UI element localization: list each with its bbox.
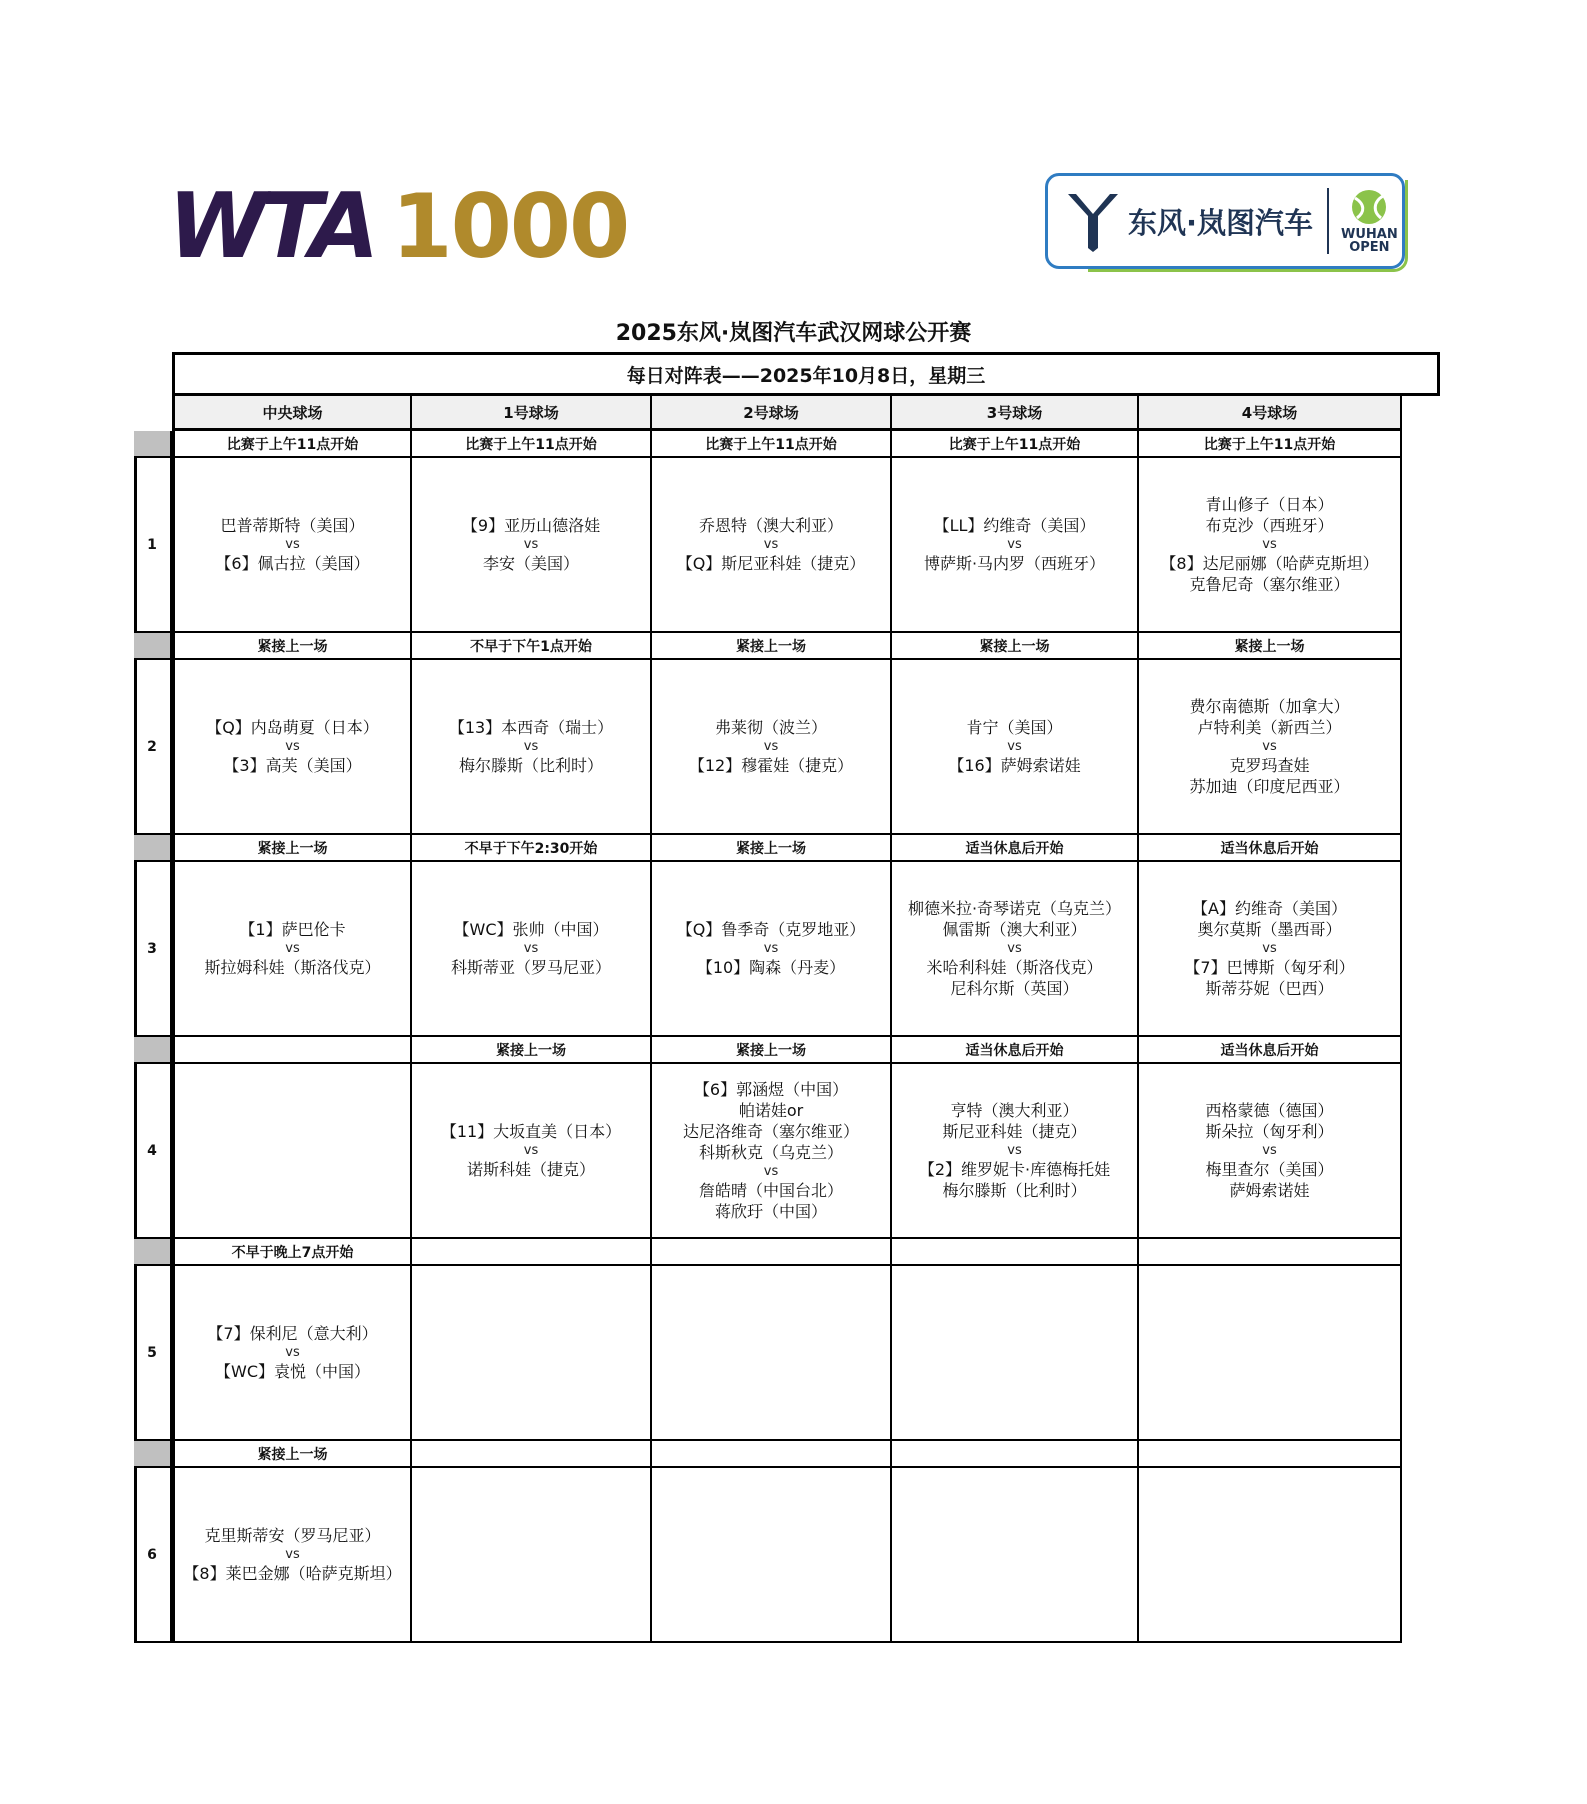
match-cell (1139, 862, 1402, 1037)
player-name: 克鲁尼奇（塞尔维亚） (1189, 575, 1350, 594)
match-cell (1139, 1468, 1402, 1643)
match-cell (172, 1064, 412, 1239)
versus-label: vs (763, 739, 779, 754)
wta-1000-logo (168, 174, 629, 279)
start-time-label (412, 1441, 652, 1468)
match-cell (1139, 458, 1402, 633)
player-name: 【16】萨姆索诺娃 (948, 756, 1081, 775)
player-name: 【13】本西奇（瑞士） (448, 718, 614, 737)
player-name: 乔恩特（澳大利亚） (698, 516, 843, 535)
match-cell (892, 1064, 1139, 1239)
versus-label: vs (523, 1143, 539, 1158)
player-name: 【Q】鲁季奇（克罗地亚） (676, 920, 866, 939)
player-name: 布克沙（西班牙） (1205, 516, 1334, 535)
start-time-label: 紧接上一场 (892, 633, 1139, 660)
versus-label: vs (1007, 1143, 1022, 1158)
player-name: 【6】郭涵煜（中国） (693, 1080, 849, 1099)
player-name: 米哈利科娃（斯洛伐克） (926, 958, 1103, 977)
match-cell (172, 1468, 412, 1643)
versus-label: vs (1007, 941, 1022, 956)
sponsor-name: 东风·岚图汽车 (1128, 205, 1314, 240)
versus-label: vs (285, 739, 300, 754)
match-order-number: 6 (134, 1468, 172, 1643)
match-cell (892, 458, 1139, 633)
row-header-spacer (134, 1239, 172, 1266)
start-time-label: 适当休息后开始 (1139, 835, 1402, 862)
sponsor-divider (1327, 188, 1329, 254)
start-time-label: 紧接上一场 (652, 1037, 892, 1064)
match-cell (652, 1064, 892, 1239)
row-header-spacer (134, 835, 172, 862)
player-name: 苏加迪（印度尼西亚） (1189, 777, 1350, 796)
player-name: 【A】约维奇（美国） (1192, 899, 1347, 918)
court-header: 1号球场 (412, 396, 652, 431)
match-cell (412, 1266, 652, 1441)
match-cell (892, 862, 1139, 1037)
match-order-number: 2 (134, 660, 172, 835)
schedule-table (134, 352, 1440, 1642)
player-name: 肯宁（美国） (966, 718, 1063, 737)
match-cell (172, 1266, 412, 1441)
player-name: 青山修子（日本） (1205, 495, 1334, 514)
wta-1000-text: 1000 (391, 175, 629, 278)
row-header-spacer (134, 431, 172, 458)
match-cell (172, 660, 412, 835)
start-time-label: 紧接上一场 (172, 633, 412, 660)
player-name: 【WC】张帅（中国） (453, 920, 609, 939)
match-cell (412, 660, 652, 835)
player-name: 克罗玛查娃 (1229, 756, 1310, 775)
start-time-label (892, 1239, 1139, 1266)
start-time-label: 紧接上一场 (172, 835, 412, 862)
start-time-label: 比赛于上午11点开始 (652, 431, 892, 458)
player-name: 【10】陶森（丹麦） (696, 958, 846, 977)
player-name: 博萨斯·马内罗（西班牙） (923, 554, 1106, 573)
versus-label: vs (523, 941, 539, 956)
page-title: 2025东风·岚图汽车武汉网球公开赛 (615, 321, 972, 346)
versus-label: vs (523, 537, 539, 552)
versus-label: vs (1262, 739, 1277, 754)
player-name: 詹皓晴（中国台北） (698, 1181, 843, 1200)
start-time-label: 比赛于上午11点开始 (412, 431, 652, 458)
start-time-label: 不早于下午2:30开始 (412, 835, 652, 862)
player-name: 【8】莱巴金娜（哈萨克斯坦） (183, 1564, 402, 1583)
versus-label: vs (1262, 1143, 1277, 1158)
versus-label: vs (285, 1547, 300, 1562)
start-time-label (1139, 1239, 1402, 1266)
match-cell (892, 1266, 1139, 1441)
player-name: 【11】大坂直美（日本） (440, 1122, 622, 1141)
start-time-label: 不早于下午1点开始 (412, 633, 652, 660)
player-name: 【9】亚历山德洛娃 (461, 516, 601, 535)
match-cell (1139, 1266, 1402, 1441)
player-name: 亨特（澳大利亚） (950, 1101, 1079, 1120)
match-cell (652, 1266, 892, 1441)
start-time-label: 比赛于上午11点开始 (172, 431, 412, 458)
start-time-label (412, 1239, 652, 1266)
versus-label: vs (285, 1345, 300, 1360)
player-name: 费尔南德斯（加拿大） (1189, 697, 1350, 716)
player-name: 【2】维罗妮卡·库德梅托娃 (918, 1160, 1111, 1179)
player-name: 弗莱彻（波兰） (714, 718, 827, 737)
row-header-spacer (134, 1441, 172, 1468)
start-time-label: 适当休息后开始 (1139, 1037, 1402, 1064)
player-name: 梅尔滕斯（比利时） (942, 1181, 1087, 1200)
start-time-label: 适当休息后开始 (892, 835, 1139, 862)
versus-label: vs (763, 1164, 779, 1179)
court-header: 4号球场 (1139, 396, 1402, 431)
player-name: 科斯蒂亚（罗马尼亚） (450, 958, 611, 977)
player-name: 【Q】斯尼亚科娃（捷克） (676, 554, 866, 573)
player-name: 克里斯蒂安（罗马尼亚） (204, 1526, 381, 1545)
player-name: 斯拉姆科娃（斯洛伐克） (204, 958, 381, 977)
player-name: 【7】巴博斯（匈牙利） (1184, 958, 1355, 977)
court-header: 中央球场 (172, 396, 412, 431)
match-cell (1139, 1064, 1402, 1239)
match-order-number: 1 (134, 458, 172, 633)
player-name: 【3】高芙（美国） (223, 756, 362, 775)
versus-label: vs (763, 941, 779, 956)
player-name: 诺斯科娃（捷克） (466, 1160, 595, 1179)
player-name: 梅里查尔（美国） (1205, 1160, 1334, 1179)
tennis-ball-icon (1347, 188, 1391, 228)
player-name: 卢特利美（新西兰） (1197, 718, 1342, 737)
wuhan-open-logo (1341, 188, 1398, 254)
court-header: 2号球场 (652, 396, 892, 431)
versus-label: vs (285, 537, 300, 552)
wta-logo-text: WTA (168, 174, 374, 279)
match-cell (1139, 660, 1402, 835)
match-cell (652, 862, 892, 1037)
player-name: 【LL】约维奇（美国） (933, 516, 1096, 535)
player-name: 斯尼亚科娃（捷克） (942, 1122, 1087, 1141)
player-name: 【1】萨巴伦卡 (239, 920, 346, 939)
player-name: 斯朵拉（匈牙利） (1205, 1122, 1334, 1141)
wuhan-text: WUHAN (1341, 227, 1398, 242)
versus-label: vs (1262, 941, 1277, 956)
start-time-label: 比赛于上午11点开始 (892, 431, 1139, 458)
versus-label: vs (285, 941, 300, 956)
versus-label: vs (763, 537, 779, 552)
match-order-number: 4 (134, 1064, 172, 1239)
start-time-label (892, 1441, 1139, 1468)
match-cell (412, 458, 652, 633)
versus-label: vs (1007, 537, 1022, 552)
match-order-number: 5 (134, 1266, 172, 1441)
start-time-label (172, 1037, 412, 1064)
match-cell (172, 458, 412, 633)
versus-label: vs (523, 739, 539, 754)
start-time-label (652, 1441, 892, 1468)
match-cell (652, 458, 892, 633)
player-name: 梅尔滕斯（比利时） (458, 756, 603, 775)
player-name: 蒋欣玗（中国） (714, 1202, 827, 1221)
start-time-label: 紧接上一场 (412, 1037, 652, 1064)
start-time-label (1139, 1441, 1402, 1468)
player-name: 巴普蒂斯特（美国） (220, 516, 365, 535)
match-cell (412, 862, 652, 1037)
player-name: 奥尔莫斯（墨西哥） (1197, 920, 1342, 939)
player-name: 【Q】内岛萌夏（日本） (206, 718, 379, 737)
match-cell (892, 660, 1139, 835)
player-name: 【6】佩古拉（美国） (215, 554, 370, 573)
player-name: 【7】保利尼（意大利） (207, 1324, 378, 1343)
start-time-label: 紧接上一场 (172, 1441, 412, 1468)
player-name: 【8】达尼丽娜（哈萨克斯坦） (1160, 554, 1379, 573)
start-time-label: 适当休息后开始 (892, 1037, 1139, 1064)
match-cell (172, 862, 412, 1037)
row-header-spacer (134, 1037, 172, 1064)
player-name: 帕诺娃or (738, 1101, 804, 1120)
versus-label: vs (1262, 537, 1277, 552)
player-name: 西格蒙德（德国） (1205, 1101, 1334, 1120)
match-cell (412, 1468, 652, 1643)
schedule-subtitle: 每日对阵表——2025年10月8日，星期三 (172, 352, 1440, 396)
start-time-label (652, 1239, 892, 1266)
player-name: 柳德米拉·奇琴诺克（乌克兰） (907, 899, 1122, 918)
match-cell (652, 660, 892, 835)
voyah-emblem-icon (1066, 190, 1120, 252)
versus-label: vs (1007, 739, 1022, 754)
match-cell (652, 1468, 892, 1643)
player-name: 科斯秋克（乌克兰） (698, 1143, 843, 1162)
match-order-number: 3 (134, 862, 172, 1037)
player-name: 萨姆索诺娃 (1229, 1181, 1310, 1200)
row-header-spacer (134, 633, 172, 660)
match-cell (412, 1064, 652, 1239)
start-time-label: 紧接上一场 (652, 633, 892, 660)
match-cell (892, 1468, 1139, 1643)
start-time-label: 紧接上一场 (652, 835, 892, 862)
start-time-label: 紧接上一场 (1139, 633, 1402, 660)
player-name: 【WC】袁悦（中国） (215, 1362, 370, 1381)
player-name: 【12】穆霍娃（捷克） (688, 756, 854, 775)
player-name: 达尼洛维奇（塞尔维亚） (682, 1122, 859, 1141)
player-name: 尼科尔斯（英国） (950, 979, 1079, 998)
start-time-label: 不早于晚上7点开始 (172, 1239, 412, 1266)
open-text: OPEN (1349, 240, 1390, 255)
court-header: 3号球场 (892, 396, 1139, 431)
player-name: 斯蒂芬妮（巴西） (1205, 979, 1334, 998)
start-time-label: 比赛于上午11点开始 (1139, 431, 1402, 458)
sponsor-logo (1045, 173, 1405, 269)
player-name: 佩雷斯（澳大利亚） (942, 920, 1087, 939)
player-name: 李安（美国） (482, 554, 579, 573)
